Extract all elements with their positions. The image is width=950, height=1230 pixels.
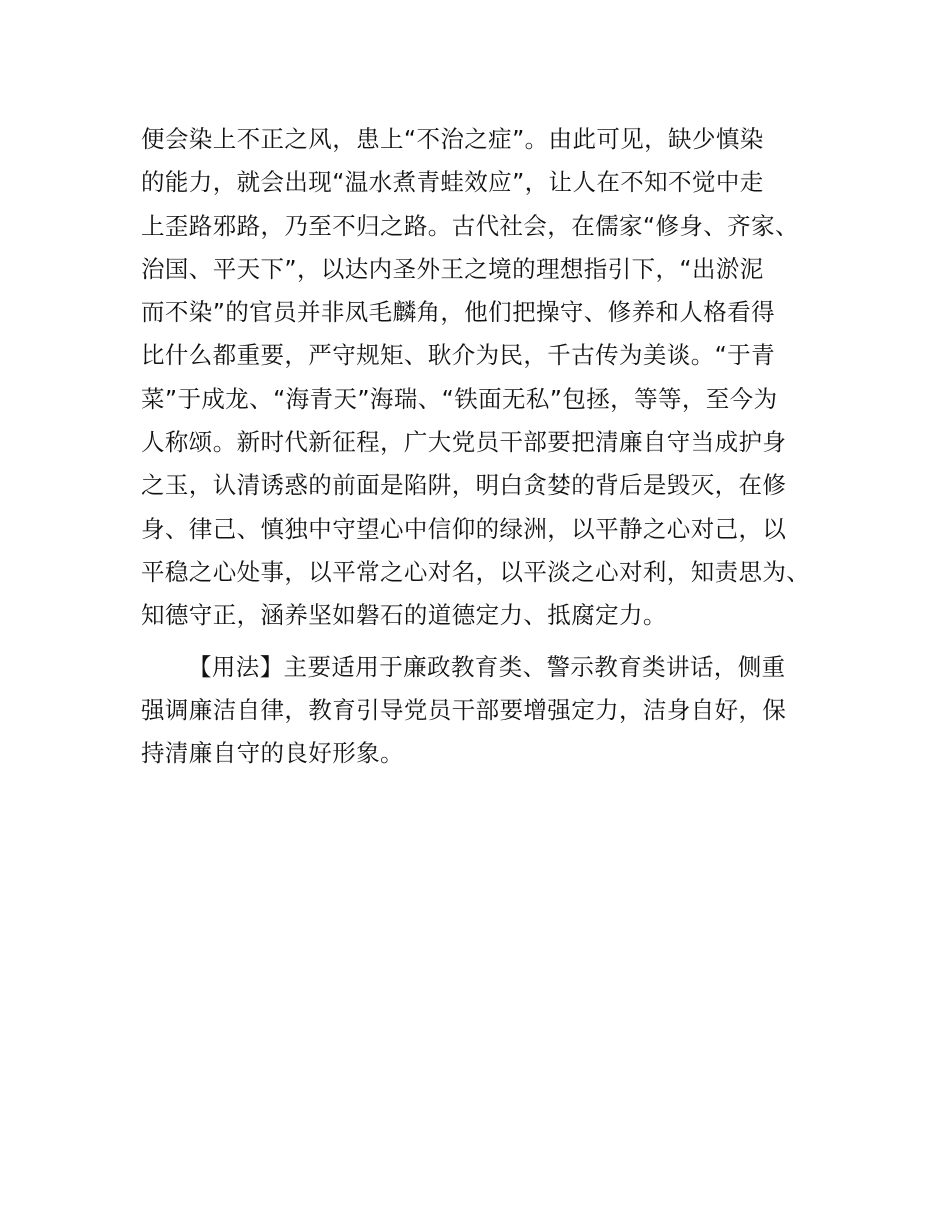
text-line: 而不染”的官员并非凤毛麟角，他们把操守、修养和人格看得 (141, 298, 775, 327)
text-line: 持清廉自守的良好形象。 (141, 739, 404, 768)
text-line: 身、律己、慎独中守望心中信仰的绿洲，以平静之心对己，以 (141, 514, 787, 543)
paragraph-usage (141, 646, 831, 776)
text-line: 上歪路邪路，乃至不归之路。古代社会，在儒家“修身、齐家、 (141, 211, 799, 240)
text-line: 菜”于成龙、“海青天”海瑞、“铁面无私”包拯，等等，至今为 (141, 384, 778, 413)
text-line: 强调廉洁自律，教育引导党员干部要增强定力，洁身自好，保 (141, 695, 787, 724)
text-line: 平稳之心处事，以平常之心对名，以平淡之心对利，知责思为、 (141, 557, 811, 586)
text-line-usage-heading: 【用法】主要适用于廉政教育类、警示教育类讲话，侧重 (188, 652, 786, 681)
text-line: 的能力，就会出现“温水煮青蛙效应”，让人在不知不觉中走 (141, 168, 764, 197)
text-line: 之玉，认清诱惑的前面是陷阱，明白贪婪的背后是毁灭，在修 (141, 471, 787, 500)
text-line: 比什么都重要，严守规矩、耿介为民，千古传为美谈。“于青 (141, 341, 775, 370)
text-line: 治国、平天下”，以达内圣外王之境的理想指引下，“出淤泥 (141, 254, 764, 283)
text-line: 人称颂。新时代新征程，广大党员干部要把清廉自守当成护身 (141, 428, 787, 457)
paragraph-main (141, 118, 831, 638)
document-body (141, 118, 831, 775)
text-line: 知德守正，涵养坚如磐石的道德定力、抵腐定力。 (141, 601, 667, 630)
text-line: 便会染上不正之风，患上“不治之症”。由此可见，缺少慎染 (141, 125, 764, 153)
paragraph-spacer (141, 638, 831, 646)
